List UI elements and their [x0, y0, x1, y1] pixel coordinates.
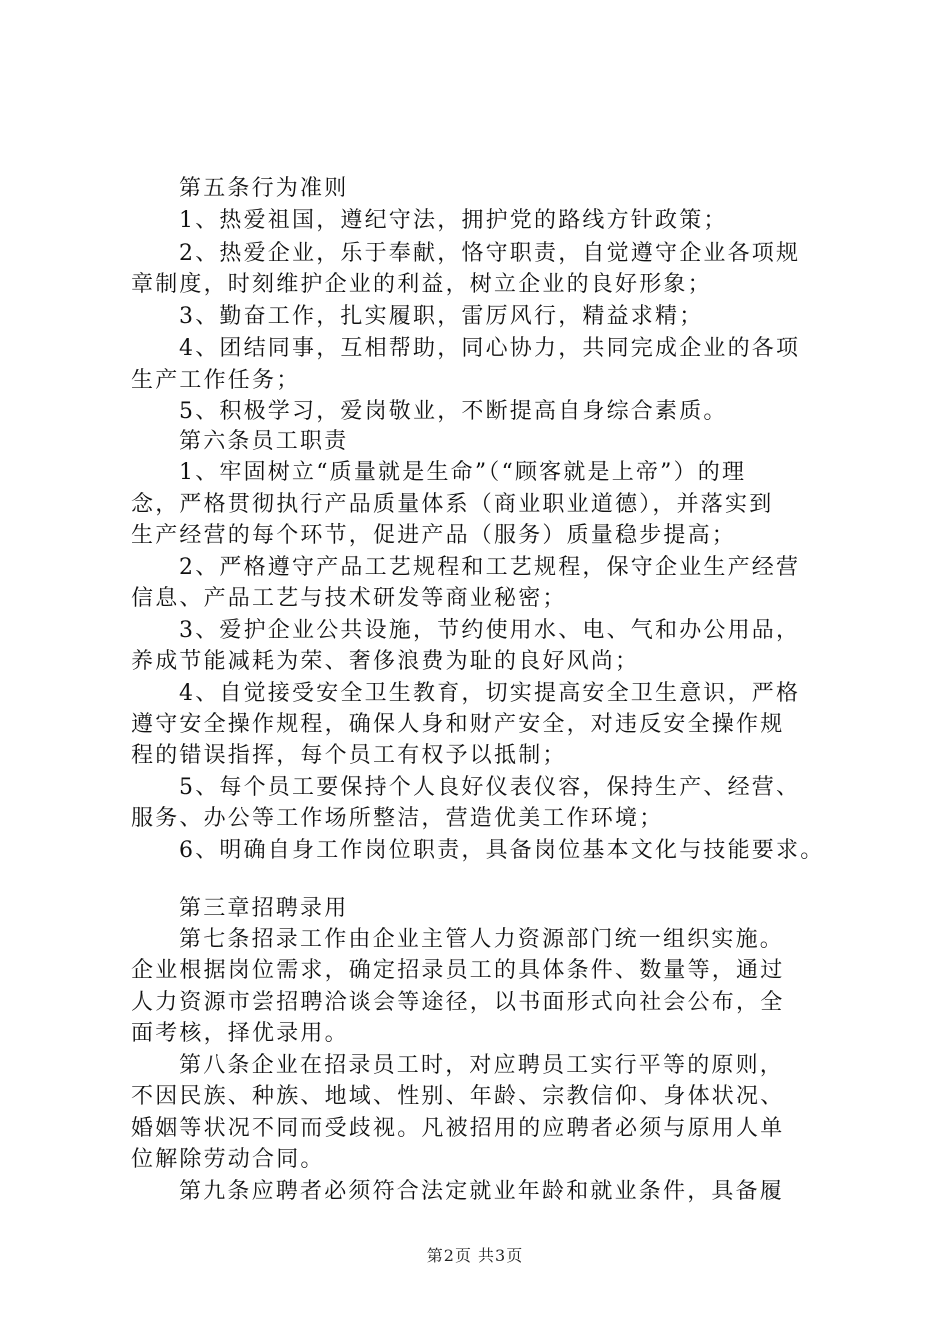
text-line: 6、明确自身工作岗位职责，具备岗位基本文化与技能要求。: [179, 838, 825, 863]
text-line: 4、自觉接受安全卫生教育，切实提高安全卫生意识，严格: [179, 681, 801, 706]
text-line: 养成节能减耗为荣、奢侈浪费为耻的良好风尚；: [131, 649, 640, 674]
text-line: 位解除劳动合同。: [131, 1147, 325, 1172]
text-line: 1、热爱祖国，遵纪守法，拥护党的路线方针政策；: [179, 208, 728, 233]
text-line: 生产工作任务；: [131, 368, 301, 393]
text-line: 第七条招录工作由企业主管人力资源部门统一组织实施。: [179, 927, 785, 952]
text-line: 第八条企业在招录员工时，对应聘员工实行平等的原则，: [179, 1053, 785, 1078]
article-6-heading: 第六条员工职责: [179, 429, 349, 454]
text-line: 2、热爱企业，乐于奉献，恪守职责，自觉遵守企业各项规: [179, 241, 801, 266]
text-line: 章制度，时刻维护企业的利益，树立企业的良好形象；: [131, 272, 712, 297]
text-line: 面考核，择优录用。: [131, 1021, 349, 1046]
text-line: 3、爱护企业公共设施，节约使用水、电、气和办公用品，: [179, 618, 801, 643]
text-line: 人力资源市尝招聘洽谈会等途径，以书面形式向社会公布，全: [131, 990, 785, 1015]
text-line: 1、牢固树立“质量就是生命”（“顾客就是上帝”）的理: [179, 460, 747, 485]
text-line: 服务、办公等工作场所整洁，营造优美工作环境；: [131, 806, 664, 831]
article-5-heading: 第五条行为准则: [179, 176, 349, 201]
text-line: 信息、产品工艺与技术研发等商业秘密；: [131, 586, 567, 611]
text-line: 2、严格遵守产品工艺规程和工艺规程，保守企业生产经营: [179, 555, 801, 580]
text-line: 不因民族、种族、地域、性别、年龄、宗教信仰、身体状况、: [131, 1084, 785, 1109]
text-line: 4、团结同事，互相帮助，同心协力，共同完成企业的各项: [179, 336, 801, 361]
text-line: 企业根据岗位需求，确定招录员工的具体条件、数量等，通过: [131, 958, 785, 983]
page-footer: 第2页 共3页: [426, 1246, 524, 1265]
text-line: 5、积极学习，爱岗敬业，不断提高自身综合素质。: [179, 399, 728, 424]
text-line: 遵守安全操作规程，确保人身和财产安全，对违反安全操作规: [131, 712, 785, 737]
text-line: 程的错误指挥，每个员工有权予以抵制；: [131, 743, 567, 768]
text-line: 3、勤奋工作，扎实履职，雷厉风行，精益求精；: [179, 304, 704, 329]
text-line: 婚姻等状况不同而受歧视。凡被招用的应聘者必须与原用人单: [131, 1116, 785, 1141]
text-line: 念，严格贯彻执行产品质量体系（商业职业道德），并落实到: [131, 492, 774, 517]
text-line: 第九条应聘者必须符合法定就业年龄和就业条件，具备履: [179, 1179, 785, 1204]
text-line: 5、每个员工要保持个人良好仪表仪容，保持生产、经营、: [179, 775, 801, 800]
text-line: 生产经营的每个环节，促进产品（服务）质量稳步提高；: [131, 523, 737, 548]
chapter-3-heading: 第三章招聘录用: [179, 896, 349, 921]
